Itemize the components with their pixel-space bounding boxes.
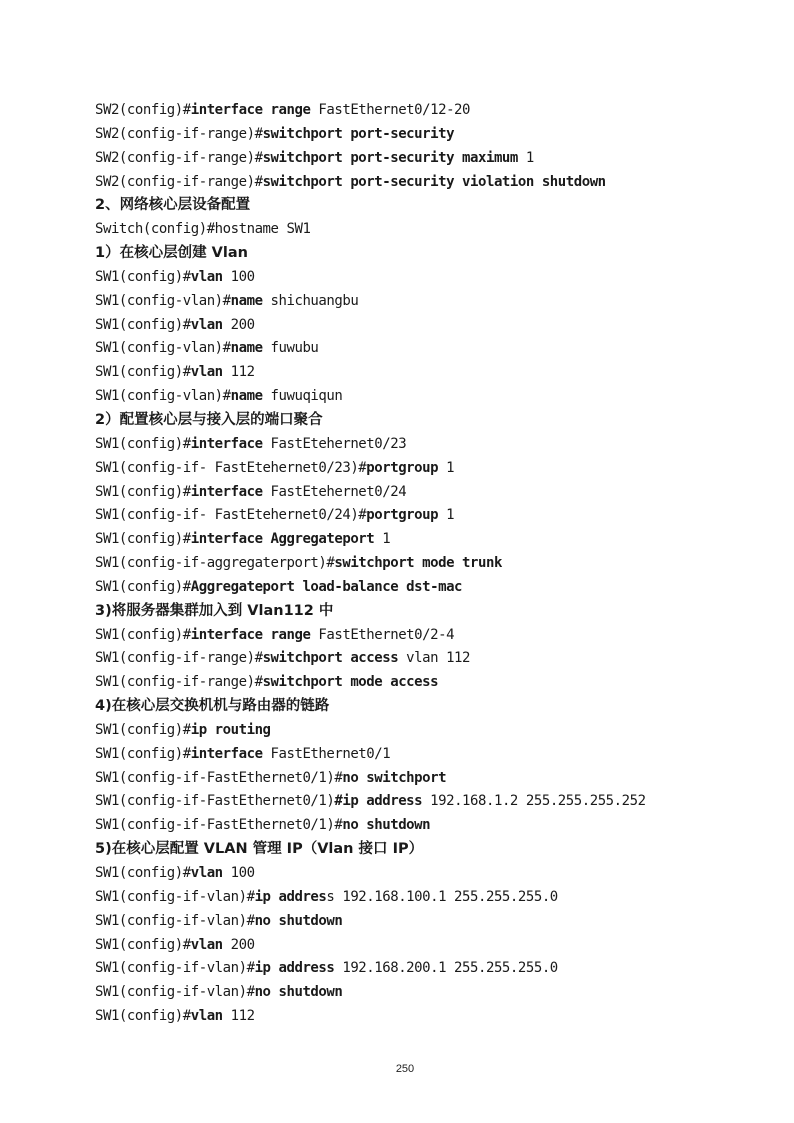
- command-line: [95, 671, 775, 695]
- command-keyword: vlan: [190, 1008, 223, 1025]
- command-text: SW1(config)#: [95, 936, 191, 953]
- command-keyword: name: [230, 340, 263, 357]
- command-text: SW2(config)#: [95, 102, 191, 118]
- command-line: [95, 337, 775, 361]
- command-text: s 192.168.100.1 255.255.255.0: [326, 888, 558, 905]
- command-text: SW1(config)#: [95, 483, 191, 500]
- command-keyword: switchport port-security maximum: [262, 149, 518, 166]
- command-text: 192.168.200.1 255.255.255.0: [334, 960, 558, 977]
- section-heading: 2、网络核心层设备配置: [95, 197, 251, 214]
- command-text: SW1(config-if-FastEthernet0/1): [95, 793, 335, 810]
- command-text: 112: [222, 364, 255, 381]
- command-keyword: no shutdown: [254, 984, 343, 1001]
- command-line: [95, 743, 775, 767]
- command-text: 100: [222, 865, 255, 881]
- command-text: SW1(config)#: [95, 316, 191, 333]
- command-text: 200: [222, 936, 255, 953]
- command-line: [95, 385, 775, 409]
- command-text: 200: [222, 316, 255, 333]
- command-keyword: no shutdown: [342, 817, 431, 834]
- command-line: [95, 957, 775, 981]
- command-text: FastEthernet0/12-20: [310, 102, 471, 118]
- command-line: [95, 433, 775, 457]
- command-line: [95, 504, 775, 528]
- command-text: SW1(config-vlan)#: [95, 388, 231, 405]
- command-text: vlan 112: [398, 650, 471, 667]
- command-keyword: ip routing: [190, 721, 271, 738]
- command-keyword: interface: [190, 483, 263, 500]
- command-text: SW1(config)#: [95, 531, 191, 548]
- command-text: 112: [222, 1008, 255, 1025]
- command-line: [95, 528, 775, 552]
- command-text: 1: [438, 459, 455, 476]
- command-keyword: switchport mode trunk: [334, 555, 502, 572]
- command-text: FastEtehernet0/23: [262, 435, 407, 452]
- section-heading: 1）在核心层创建 Vlan: [95, 245, 248, 262]
- command-keyword: #ip address: [334, 793, 423, 810]
- command-line: [95, 647, 775, 671]
- command-keyword: vlan: [190, 316, 223, 333]
- command-text: SW1(config-vlan)#: [95, 292, 231, 309]
- command-keyword: vlan: [190, 268, 223, 285]
- command-text: SW1(config)#: [95, 745, 191, 762]
- command-text: FastEthernet0/1: [262, 745, 391, 762]
- command-text: SW1(config-if- FastEtehernet0/24)#: [95, 507, 367, 524]
- command-line: [95, 147, 775, 171]
- page-number: 250: [395, 1063, 415, 1075]
- command-keyword: portgroup: [366, 459, 439, 476]
- command-line: [95, 99, 775, 123]
- command-keyword: interface range: [190, 102, 311, 118]
- command-line: [95, 171, 775, 195]
- command-text: SW1(config)#: [95, 626, 191, 643]
- command-line: [95, 123, 775, 147]
- command-keyword: no shutdown: [254, 912, 343, 929]
- command-text: shichuangbu: [262, 292, 359, 309]
- command-text: FastEtehernet0/24: [262, 483, 407, 500]
- command-text: 1: [374, 531, 391, 548]
- command-line: [95, 910, 775, 934]
- command-text: SW1(config-if-vlan)#: [95, 984, 255, 1001]
- command-line: [95, 790, 775, 814]
- command-text: fuwuqiqun: [262, 388, 343, 405]
- command-text: SW1(config)#: [95, 1008, 191, 1025]
- command-text: SW1(config-if-range)#: [95, 674, 263, 691]
- command-keyword: ip address: [254, 960, 335, 977]
- command-keyword: switchport port-security violation shutdown: [262, 173, 606, 190]
- section-heading: 4)在核心层交换机机与路由器的链路: [95, 698, 330, 715]
- command-keyword: interface range: [190, 626, 311, 643]
- command-line: [95, 361, 775, 385]
- command-text: SW1(config)#: [95, 865, 191, 881]
- command-keyword: portgroup: [366, 507, 439, 524]
- command-line: [95, 266, 775, 290]
- command-keyword: switchport access: [262, 650, 399, 667]
- command-line: [95, 576, 775, 600]
- command-keyword: vlan: [190, 364, 223, 381]
- command-keyword: switchport port-security: [262, 125, 455, 142]
- command-line: [95, 719, 775, 743]
- command-text: FastEthernet0/2-4: [310, 626, 455, 643]
- command-keyword: vlan: [190, 865, 223, 881]
- command-text: SW1(config)#: [95, 721, 191, 738]
- command-keyword: ip addres: [254, 888, 327, 905]
- command-text: SW1(config)#: [95, 268, 191, 285]
- document-body: [95, 99, 775, 1029]
- command-text: SW1(config-if-aggregaterport)#: [95, 555, 335, 572]
- command-line: [95, 218, 775, 242]
- command-keyword: vlan: [190, 936, 223, 953]
- command-text: fuwubu: [262, 340, 319, 357]
- command-line: [95, 814, 775, 838]
- command-text: SW1(config-if-vlan)#: [95, 888, 255, 905]
- command-text: SW1(config-if-vlan)#: [95, 960, 255, 977]
- command-text: SW1(config-if-FastEthernet0/1)#: [95, 769, 343, 786]
- command-text: 1: [517, 149, 534, 166]
- section-heading: 5)在核心层配置 VLAN 管理 IP（Vlan 接口 IP）: [95, 841, 424, 858]
- command-line: [95, 481, 775, 505]
- command-text: 192.168.1.2 255.255.255.252: [422, 793, 646, 810]
- command-text: Switch(config)#hostname SW1: [95, 221, 311, 238]
- command-text: SW1(config-if- FastEtehernet0/23)#: [95, 459, 367, 476]
- command-text: SW1(config-if-FastEthernet0/1)#: [95, 817, 343, 834]
- command-line: [95, 552, 775, 576]
- command-text: SW1(config-if-vlan)#: [95, 912, 255, 929]
- command-line: [95, 624, 775, 648]
- command-line: [95, 934, 775, 958]
- command-line: [95, 457, 775, 481]
- command-text: SW2(config-if-range)#: [95, 125, 263, 142]
- command-line: [95, 290, 775, 314]
- command-keyword: Aggregateport load-balance dst-mac: [190, 578, 463, 595]
- command-line: [95, 767, 775, 791]
- section-heading: 3)将服务器集群加入到 Vlan112 中: [95, 602, 334, 619]
- command-keyword: name: [230, 388, 263, 405]
- command-text: 100: [222, 268, 255, 285]
- command-keyword: interface: [190, 745, 263, 762]
- command-text: SW1(config-vlan)#: [95, 340, 231, 357]
- command-keyword: name: [230, 292, 263, 309]
- command-text: SW1(config)#: [95, 364, 191, 381]
- command-text: SW2(config-if-range)#: [95, 173, 263, 190]
- command-line: [95, 1005, 775, 1029]
- command-line: [95, 862, 775, 886]
- command-keyword: interface Aggregateport: [190, 531, 375, 548]
- command-keyword: switchport mode access: [262, 674, 439, 691]
- command-text: SW1(config)#: [95, 435, 191, 452]
- command-keyword: no switchport: [342, 769, 447, 786]
- command-line: [95, 314, 775, 338]
- command-text: SW1(config)#: [95, 578, 191, 595]
- command-line: [95, 886, 775, 910]
- section-heading: 2）配置核心层与接入层的端口聚合: [95, 411, 323, 428]
- command-text: SW2(config-if-range)#: [95, 149, 263, 166]
- command-text: 1: [438, 507, 455, 524]
- command-keyword: interface: [190, 435, 263, 452]
- command-line: [95, 981, 775, 1005]
- command-text: SW1(config-if-range)#: [95, 650, 263, 667]
